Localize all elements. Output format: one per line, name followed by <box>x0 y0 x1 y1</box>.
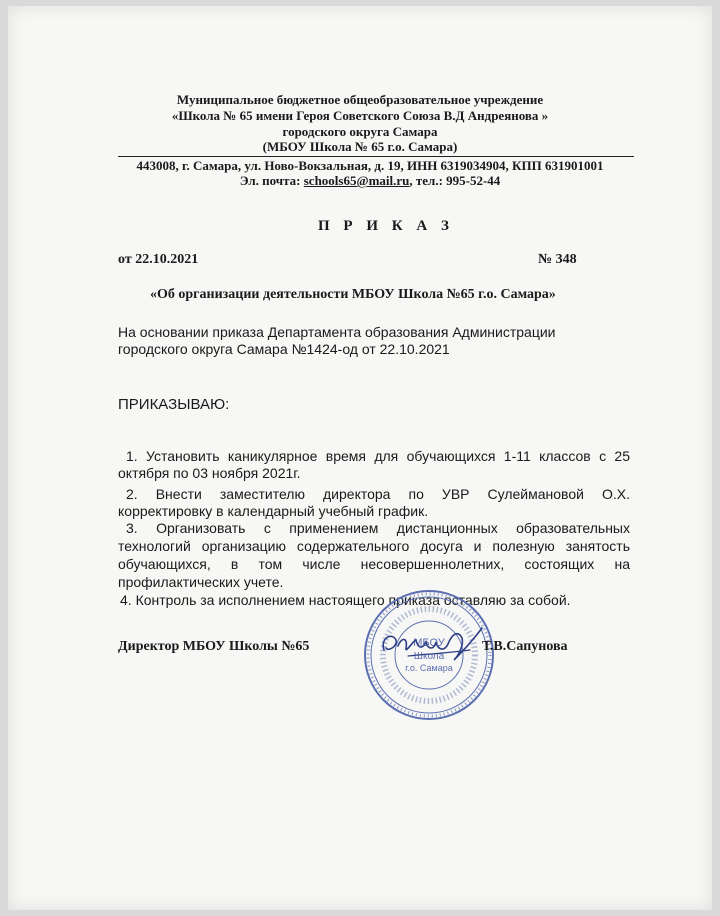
document-title: П Р И К А З <box>318 218 454 234</box>
basis-line1: На основании приказа Департамента образования Администрации <box>118 324 556 340</box>
document-subject: «Об организации деятельности МБОУ Школа №65 г.о. Самара» <box>150 287 556 302</box>
item-2-line2: корректировку в календарный учебный график. <box>118 503 429 519</box>
org-name-line3: городского округа Самара <box>282 124 438 139</box>
director-signature <box>378 620 488 670</box>
stamp-center-line2: Школа <box>413 651 445 662</box>
item-2-line1: 2. Внести заместителю директора по УВР Сулеймановой О.Х. <box>126 486 630 502</box>
signer-name: Т.В.Сапунова <box>482 639 568 654</box>
org-name-line2: «Школа № 65 имени Героя Советского Союза В.Д Андреянова » <box>171 108 549 123</box>
stamp-center-line3: г.о. Самара <box>405 663 453 673</box>
item-1-line1: 1. Установить каникулярное время для обучающихся 1-11 классов с 25 <box>126 448 630 464</box>
item-1-line2: октября по 03 ноября 2021г. <box>118 465 301 481</box>
email-label: Эл. почта: <box>239 173 301 188</box>
item-3-line1: 3. Организовать с применением дистанционных образовательных <box>126 520 630 536</box>
org-contacts <box>10 173 720 189</box>
org-name-line1: Муниципальное бюджетное общеобразовательное учреждение <box>176 92 544 107</box>
basis-line2: городского округа Самара №1424-од от 22.10.2021 <box>118 341 450 357</box>
signer-title: Директор МБОУ Школы №65 <box>118 639 310 654</box>
item-3-line2: технологий организацию содержательного досуга и полезную занятость <box>118 538 630 554</box>
order-word: ПРИКАЗЫВАЮ: <box>118 396 230 413</box>
phone-text: , тел.: 995-52-44 <box>409 173 501 188</box>
org-address: 443008, г. Самара, ул. Ново-Вокзальная, д. 19, ИНН 6319034904, КПП 631901001 <box>136 158 604 173</box>
document-date: от 22.10.2021 <box>118 252 199 267</box>
document-number: № 348 <box>538 252 577 267</box>
header-divider <box>118 156 634 157</box>
email-link[interactable]: schools65@mail.ru <box>303 173 410 188</box>
item-4-line1: 4. Контроль за исполнением настоящего приказа оставляю за собой. <box>120 592 571 608</box>
signature-stroke <box>383 628 482 660</box>
stamp-center-line1: МБОУ <box>413 637 445 649</box>
item-3-line3: обучающихся, в том числе несовершеннолетних, состоящих на <box>118 556 630 572</box>
org-name-line4: (МБОУ Школа № 65 г.о. Самара) <box>262 139 458 154</box>
item-3-line4: профилактических учете. <box>118 574 284 590</box>
